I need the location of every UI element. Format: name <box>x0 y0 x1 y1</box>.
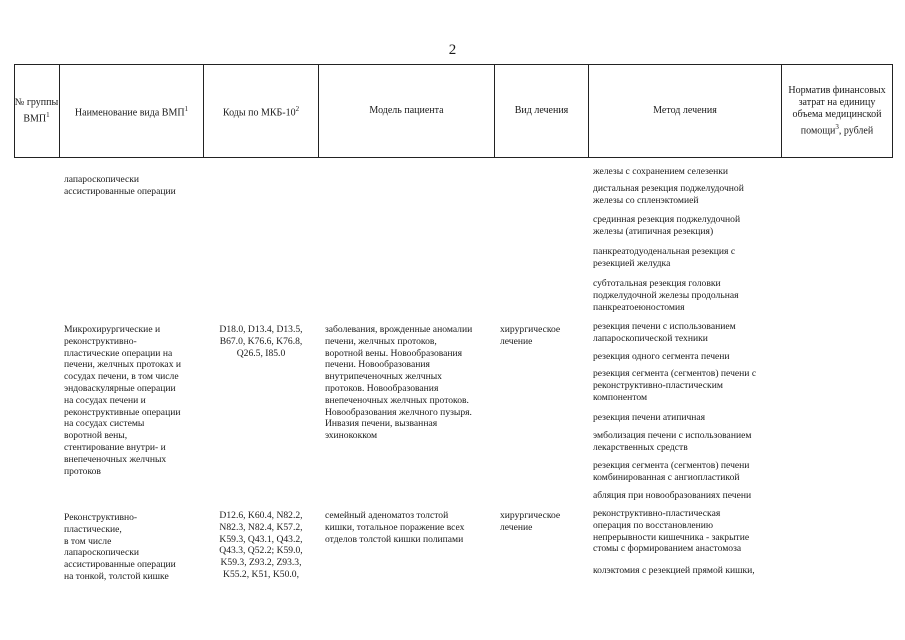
row1-method: железы с сохранением селезенки <box>593 166 729 177</box>
footnote-mark: 2 <box>295 104 300 113</box>
row3-method: колэктомия с резекцией прямой кишки, <box>593 565 755 576</box>
column-divider <box>781 64 782 158</box>
row1-method: срединная резекция поджелудочной железы (атипичная резекция) <box>593 214 741 237</box>
row2-patient-model: заболевания, врожденные аномалии печени, желчных протоков, воротной вены. Новообразования печени. Новообразования внутрипеченочных желчных протоков. Новообразования внепеченочных желчных протоков. Новообразования желчного пузыря. Инвазия печени, вызванная эхинококком <box>325 324 473 442</box>
footnote-mark: 1 <box>184 104 189 113</box>
row3-vmp-name: Реконструктивно- пластические, в том числе лапароскопически ассистированные операции на тонкой, толстой кишке <box>64 512 176 582</box>
row2-method: резекция печени с использованием лапароскопической техники <box>593 321 736 344</box>
header-bottom-rule <box>14 157 892 158</box>
row3-icd-codes: D12.6, K60.4, N82.2, N82.3, N82.4, K57.2, K59.3, Q43.1, Q43.2, Q43.3, Q52.2; K59.0, K59.3, Z93.2, Z93.3, K55.2, K51, K50.0, <box>219 510 303 580</box>
row3-treatment-type: хирургическое лечение <box>500 510 561 533</box>
header-vmp-name-text: Наименование вида ВМП <box>74 107 185 119</box>
row3-patient-model: семейный аденоматоз толстой кишки, тотальное поражение всех отделов толстой кишки полипами <box>325 510 465 545</box>
row1-method: панкреатодуоденальная резекция с резекцией желудка <box>593 246 736 269</box>
row1-method: субтотальная резекция головки поджелудочной железы продольная панкреатоеюностомия <box>593 278 739 313</box>
row2-treatment-type: хирургическое лечение <box>500 324 561 347</box>
header-group-number-text: № группы ВМП <box>14 96 59 125</box>
header-icd-codes <box>204 66 318 156</box>
header-treatment-method-text: Метод лечения <box>653 105 717 116</box>
header-group-number <box>14 66 59 156</box>
row2-icd-codes: D18.0, D13.4, D13.5, B67.0, K76.6, K76.8, Q26.5, I85.0 <box>219 324 303 359</box>
row1-vmp-name: лапароскопически ассистированные операции <box>64 174 176 197</box>
row2-method: эмболизация печени с использованием лекарственных средств <box>593 430 752 453</box>
header-cost-norm <box>784 66 890 156</box>
header-vmp-name <box>60 66 203 156</box>
footnote-mark: 1 <box>46 110 50 119</box>
row2-method: резекция сегмента (сегментов) печени комбинированная с ангиопластикой <box>593 460 750 483</box>
row1-method: дистальная резекция поджелудочной железы со спленэктомией <box>593 183 744 206</box>
header-patient-model <box>319 66 494 156</box>
row2-method: резекция одного сегмента печени <box>593 351 730 362</box>
header-treatment-type <box>495 66 588 156</box>
row2-method: резекция печени атипичная <box>593 412 706 423</box>
row2-method: абляция при новообразованиях печени <box>593 490 752 501</box>
header-cost-norm-text: Норматив финансовых затрат на единицу объема медицинской помощи <box>788 84 886 137</box>
row3-method: реконструктивно-пластическая операция по восстановлению непрерывности кишечника - закрытие стомы с формированием анастомоза <box>593 508 750 555</box>
row2-method: резекция сегмента (сегментов) печени с реконструктивно-пластическим компонентом <box>593 368 757 403</box>
footnote-mark: 3 <box>835 122 839 131</box>
header-treatment-method <box>589 66 781 156</box>
column-divider <box>892 64 893 158</box>
row2-vmp-name: Микрохирургические и реконструктивно- пластические операции на печени, желчных протоках и сосудах печени, в том числе эндоваскулярные операции на сосудах печени и реконструктивные операции на сосудах системы воротной вены, стентирование внутри- и внепеченочных желчных протоков <box>64 324 182 477</box>
table-top-rule <box>14 64 892 65</box>
page-number: 2 <box>448 42 457 58</box>
header-cost-norm-tail: , рублей <box>838 125 874 137</box>
header-patient-model-text: Модель пациента <box>369 105 444 116</box>
header-icd-codes-text: Коды по МКБ-10 <box>222 107 296 119</box>
header-treatment-type-text: Вид лечения <box>514 105 569 116</box>
